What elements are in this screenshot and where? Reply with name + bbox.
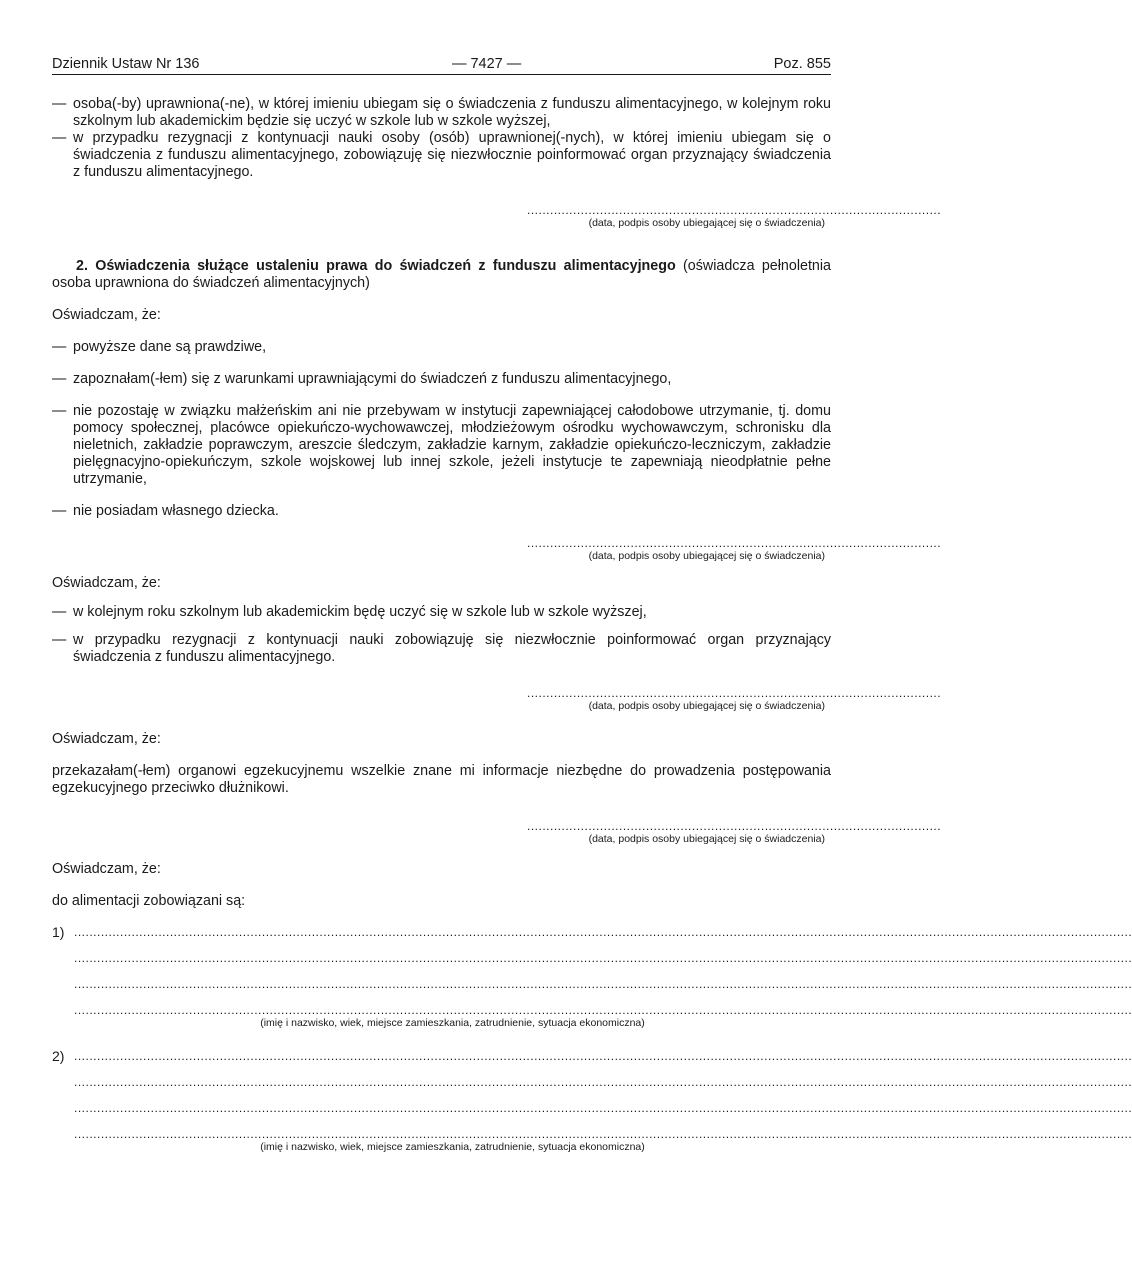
obligor-entry — [52, 924, 1132, 1030]
statement-intro: Oświadczam, że: — [52, 307, 161, 323]
list-item: — w kolejnym roku szkolnym lub akademickim będę uczyć się w szkole lub w szkole wyższej, — [52, 604, 647, 620]
list-item: — w przypadku rezygnacji z kontynuacji nauki osoby (osób) uprawnionej(-nych), w której imieniu ubiegam się o świadczenia z funduszu alimentacyjnego, zobowiązuję się niezwłocznie poinformować organ przyznający świadczenia z funduszu alimentacyjnego. — [52, 130, 831, 180]
list-item: — w przypadku rezygnacji z kontynuacji nauki zobowiązuję się niezwłocznie poinformować organ przyznający świadczenia z funduszu alimentacyjnego. — [52, 632, 831, 665]
signature-caption: (data, podpis osoby ubiegającej się o świadczenia) — [588, 833, 825, 845]
signature-caption: (data, podpis osoby ubiegającej się o świadczenia) — [588, 550, 825, 562]
section-heading — [52, 258, 831, 292]
statement-list — [52, 339, 831, 520]
list-item: — nie pozostaję w związku małżeńskim ani nie przebywam w instytucji zapewniającej całodobowe utrzymanie, tj. domu pomocy społecznej, placówce opiekuńczo-wychowawczej, młodzieżowym ośrodku wychowawczym, schronisku dla nieletnich, zakładzie poprawczym, areszcie śledczym, zakładzie karnym, zakładzie opiekuńczo-leczniczym, zakładzie pielęgnacyjno-opiekuńczym, szkole wojskowej lub innej szkole, jeżeli instytucje te zapewniają nieodpłatnie pełne utrzymanie, — [52, 403, 831, 487]
fill-line[interactable]: .................................................................................................................................................................................................................................................................................... — [74, 1049, 1132, 1063]
signature-line[interactable]: ............................................................................................................ — [527, 819, 942, 833]
signature-block — [52, 686, 942, 713]
obligor-entry — [52, 1048, 1132, 1154]
fill-line[interactable]: .................................................................................................................................................................................................................................................................................... — [74, 925, 1132, 939]
statement-intro: Oświadczam, że: — [52, 861, 161, 877]
obligor-row — [52, 1048, 1132, 1064]
statement-intro: Oświadczam, że: — [52, 731, 161, 747]
fill-line[interactable]: .................................................................................................................................................................................................................................................................................... — [74, 1127, 1132, 1141]
statement-text: do alimentacji zobowiązani są: — [52, 893, 246, 909]
list-item: — powyższe dane są prawdziwe, — [52, 339, 267, 355]
obligor-number: 2) — [52, 1048, 65, 1064]
signature-line[interactable]: ............................................................................................................ — [527, 536, 942, 550]
statement-text: przekazałam(-łem) organowi egzekucyjnemu wszelkie znane mi informacje niezbędne do prowadzenia postępowania egzekucyjnego przeciwko dłużnikowi. — [52, 763, 831, 796]
signature-line[interactable]: ............................................................................................................ — [527, 686, 942, 700]
fill-line[interactable]: .................................................................................................................................................................................................................................................................................... — [74, 1101, 1132, 1115]
signature-block — [52, 819, 942, 846]
signature-block — [52, 203, 942, 230]
position-number: Poz. 855 — [773, 56, 831, 72]
signature-caption: (data, podpis osoby ubiegającej się o świadczenia) — [588, 700, 825, 712]
statement-list — [52, 604, 831, 666]
signature-caption: (data, podpis osoby ubiegającej się o świadczenia) — [588, 217, 825, 229]
section-heading-bold: 2. Oświadczenia służące ustaleniu prawa do świadczeń z funduszu alimentacyjnego — [76, 258, 676, 274]
signature-block — [52, 536, 942, 563]
statement-intro: Oświadczam, że: — [52, 575, 161, 591]
fill-line[interactable]: .................................................................................................................................................................................................................................................................................... — [74, 951, 1132, 965]
obligor-caption: (imię i nazwisko, wiek, miejsce zamieszkania, zatrudnienie, sytuacja ekonomiczna) — [260, 1017, 645, 1029]
list-item: — nie posiadam własnego dziecka. — [52, 503, 279, 519]
journal-title: Dziennik Ustaw Nr 136 — [52, 56, 200, 72]
document-page — [52, 56, 1132, 1154]
signature-line[interactable]: ............................................................................................................ — [527, 203, 942, 217]
page-header — [52, 56, 831, 75]
fill-line[interactable]: .................................................................................................................................................................................................................................................................................... — [74, 1003, 1132, 1017]
obligor-row — [52, 924, 1132, 940]
fill-line[interactable]: .................................................................................................................................................................................................................................................................................... — [74, 977, 1132, 991]
list-item: — zapoznałam(-łem) się z warunkami uprawniającymi do świadczeń z funduszu alimentacyjnego, — [52, 371, 672, 387]
intro-list — [52, 96, 831, 181]
obligor-caption: (imię i nazwisko, wiek, miejsce zamieszkania, zatrudnienie, sytuacja ekonomiczna) — [260, 1141, 645, 1153]
fill-line[interactable]: .................................................................................................................................................................................................................................................................................... — [74, 1075, 1132, 1089]
obligor-number: 1) — [52, 924, 65, 940]
section-heading-note: (oświadcza pełnoletnia osoba uprawniona do świadczeń alimentacyjnych) — [52, 258, 831, 291]
page-number: — 7427 — — [451, 56, 522, 72]
list-item: — osoba(-by) uprawniona(-ne), w której imieniu ubiegam się o świadczenia z funduszu alimentacyjnego, w kolejnym roku szkolnym lub akademickim będzie się uczyć w szkole lub w szkole wyższej, — [52, 96, 831, 129]
